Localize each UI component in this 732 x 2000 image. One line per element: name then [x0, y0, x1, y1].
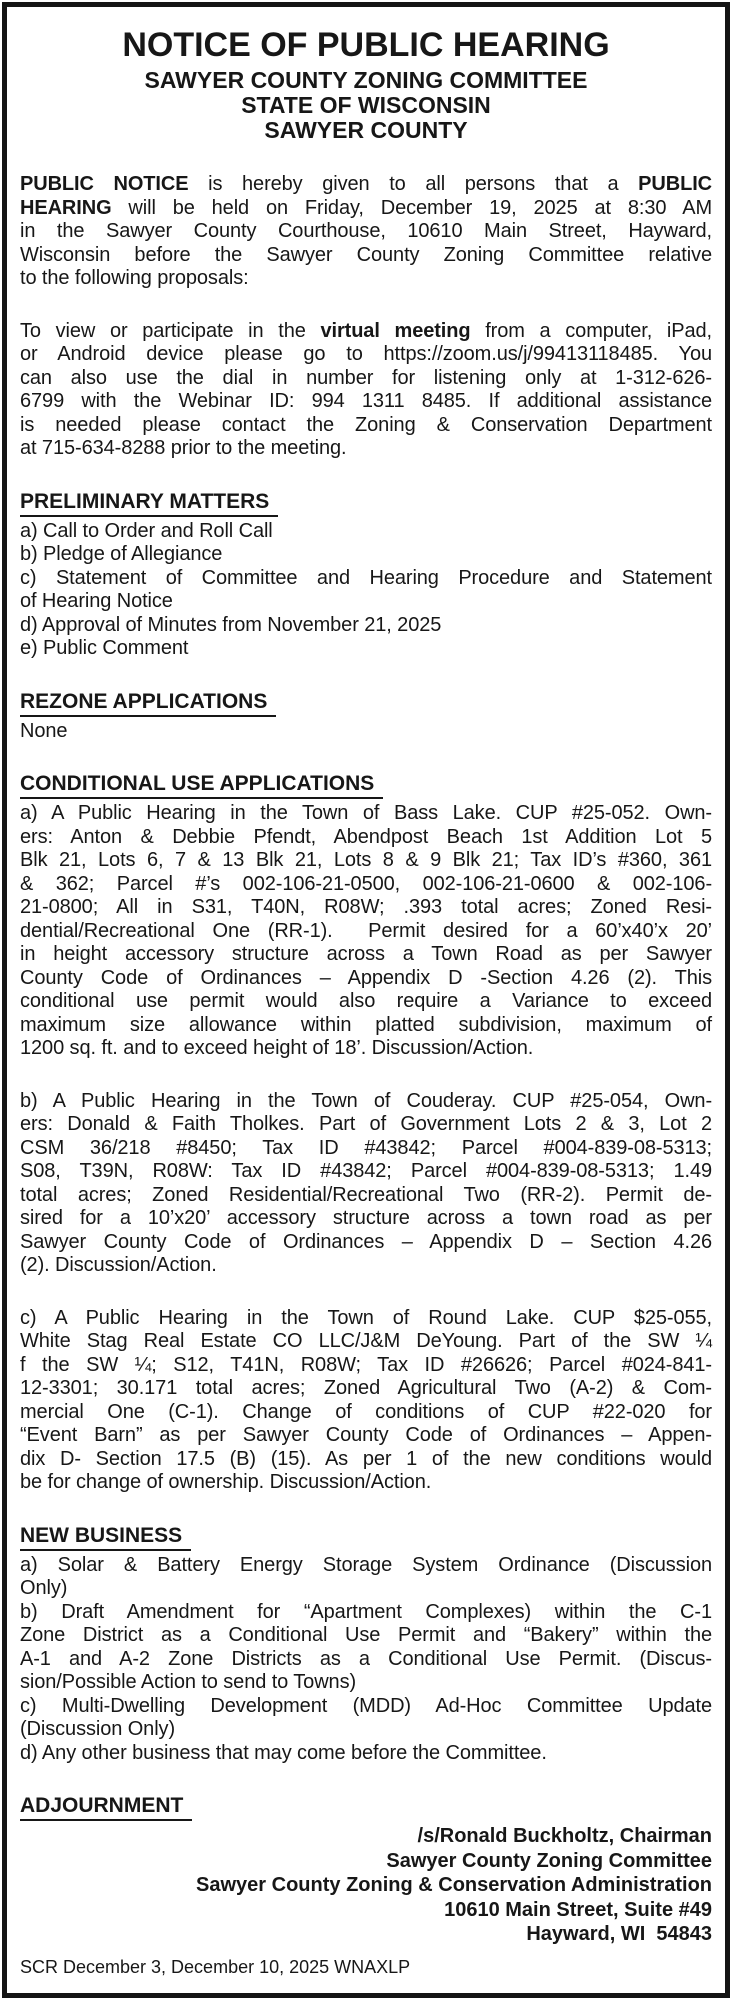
section-heading-text: ADJOURNMENT	[20, 1794, 192, 1821]
text-line: ers: Anton & Debbie Pfendt, Abendpost Beach 1st Addition Lot 5	[20, 825, 712, 848]
text-line: Only)	[20, 1577, 68, 1600]
text-line: Zone District as a Conditional Use Permit and “Bakery” within the	[20, 1624, 712, 1647]
section-heading-conditional-use-applications	[20, 772, 712, 799]
text-line	[20, 197, 712, 221]
text-line	[20, 320, 712, 344]
section-heading-rezone-applications	[20, 690, 712, 717]
section-heading-text: CONDITIONAL USE APPLICATIONS	[20, 772, 383, 799]
legal-notice	[2, 2, 730, 1998]
text-line: c) Statement of Committee and Hearing Procedure and Statement	[20, 566, 712, 589]
section-heading-new-business	[20, 1524, 712, 1551]
text-line: e) Public Comment	[20, 637, 189, 660]
text-line: be for change of ownership. Discussion/Action.	[20, 1471, 432, 1494]
text-line: d) Any other business that may come before the Committee.	[20, 1741, 547, 1764]
text-line: (Discussion Only)	[20, 1718, 175, 1741]
notice-subtitles	[20, 68, 712, 143]
text: To view or participate in the	[20, 319, 321, 342]
text-line: b) A Public Hearing in the Town of Couderay. CUP #25-054, Own-	[20, 1089, 712, 1112]
signature-block	[20, 1824, 712, 1947]
signature-line: Sawyer County Zoning Committee	[386, 1849, 712, 1872]
bold-text: virtual meeting	[320, 319, 471, 342]
text-line: sired for a 10’x20’ accessory structure across a town road as per	[20, 1207, 712, 1230]
intro-paragraph	[20, 173, 712, 291]
new-business-item-c	[20, 1695, 712, 1742]
text-line: dential/Recreational One (RR-1). Permit desired for a 60’x40’x 20’	[20, 919, 712, 942]
text-line: maximum size allowance within platted subdivision, maximum of	[20, 1013, 712, 1036]
section-heading-adjournment	[20, 1794, 712, 1821]
cup-25-054-item	[20, 1090, 712, 1278]
text-line: a) A Public Hearing in the Town of Bass Lake. CUP #25-052. Own-	[20, 802, 712, 825]
preliminary-item-d	[20, 614, 712, 638]
text-line: can also use the dial in number for listening only at 1-312-626-	[20, 366, 712, 389]
section-heading-text: PRELIMINARY MATTERS	[20, 490, 278, 517]
text-line: dix D- Section 17.5 (B) (15). As per 1 of the new conditions would	[20, 1447, 712, 1470]
text-line: a) Call to Order and Roll Call	[20, 519, 273, 542]
preliminary-item-b	[20, 543, 712, 567]
text-line: sion/Possible Action to send to Towns)	[20, 1671, 357, 1694]
text-line: b) Pledge of Allegiance	[20, 543, 223, 566]
text-line: Blk 21, Lots 6, 7 & 13 Blk 21, Lots 8 & 9 Blk 21; Tax ID’s #360, 361	[20, 849, 712, 872]
text-line: b) Draft Amendment for “Apartment Complexes) within the C-1	[20, 1600, 712, 1623]
text-line: a) Solar & Battery Energy Storage System Ordinance (Discussion	[20, 1553, 712, 1576]
virtual-meeting-paragraph	[20, 320, 712, 461]
new-business-item-b	[20, 1601, 712, 1695]
section-heading-preliminary-matters	[20, 490, 712, 517]
signature-line: /s/Ronald Buckholtz, Chairman	[417, 1825, 712, 1848]
text: from a computer, iPad,	[470, 319, 712, 342]
text-line: 12-3301; 30.171 total acres; Zoned Agricultural Two (A-2) & Com-	[20, 1377, 712, 1400]
publication-line: SCR December 3, December 10, 2025 WNAXLP	[20, 1956, 411, 1977]
text-line: ers: Donald & Faith Tholkes. Part of Government Lots 2 & 3, Lot 2	[20, 1113, 712, 1136]
text-line: c) Multi-Dwelling Development (MDD) Ad-Hoc Committee Update	[20, 1694, 712, 1717]
text-line: “Event Barn” as per Sawyer County Code of Ordinances – Appen-	[20, 1424, 712, 1447]
text: is hereby given to all persons that a	[188, 173, 639, 196]
text-line: 6799 with the Webinar ID: 994 1311 8485. If additional assistance	[20, 390, 712, 413]
section-heading-text: REZONE APPLICATIONS	[20, 690, 276, 717]
text-line: f the SW ¼; S12, T41N, R08W; Tax ID #26626; Parcel #024-841-	[20, 1353, 712, 1376]
new-business-item-d	[20, 1742, 712, 1766]
bold-text: PUBLIC	[638, 173, 712, 196]
preliminary-item-c	[20, 567, 712, 614]
text-line: CSM 36/218 #8450; Tax ID #43842; Parcel #004-839-08-5313;	[20, 1136, 712, 1159]
bold-text: PUBLIC NOTICE	[20, 173, 189, 196]
notice-title: NOTICE OF PUBLIC HEARING	[122, 26, 610, 64]
text-line: County Code of Ordinances – Appendix D -Section 4.26 (2). This	[20, 966, 712, 989]
text-line: c) A Public Hearing in the Town of Round Lake. CUP $25-055,	[20, 1306, 712, 1329]
text-line: White Stag Real Estate CO LLC/J&M DeYoung. Part of the SW ¼	[20, 1330, 712, 1353]
text-line: None	[20, 719, 68, 742]
text-line: Sawyer County Code of Ordinances – Appendix D – Section 4.26	[20, 1230, 712, 1253]
rezone-none	[20, 720, 712, 744]
text-line: in height accessory structure across a Town Road as per Sawyer	[20, 943, 712, 966]
text-line	[20, 173, 712, 197]
text-line: total acres; Zoned Residential/Recreational Two (RR-2). Permit de-	[20, 1183, 712, 1206]
signature-line: Hayward, WI 54843	[526, 1923, 712, 1946]
subtitle-line: SAWYER COUNTY ZONING COMMITTEE	[144, 67, 588, 94]
text-line: S08, T39N, R08W: Tax ID #43842; Parcel #004-839-08-5313; 1.49	[20, 1160, 712, 1183]
subtitle-line: SAWYER COUNTY	[264, 117, 468, 144]
text-line: & 362; Parcel #’s 002-106-21-0500, 002-106-21-0600 & 002-106-	[20, 872, 712, 895]
preliminary-item-e	[20, 637, 712, 661]
text-line: of Hearing Notice	[20, 590, 173, 613]
text-line: (2). Discussion/Action.	[20, 1254, 217, 1277]
signature-line: Sawyer County Zoning & Conservation Administration	[196, 1874, 712, 1897]
text-line: to the following proposals:	[20, 267, 249, 290]
text-line: A-1 and A-2 Zone Districts as a Conditional Use Permit. (Discus-	[20, 1647, 712, 1670]
text-line: mercial One (C-1). Change of conditions of CUP #22-020 for	[20, 1400, 712, 1423]
notice-content	[20, 27, 712, 1978]
cup-25-052-item	[20, 802, 712, 1061]
text-line: at 715-634-8288 prior to the meeting.	[20, 437, 347, 460]
text-line: in the Sawyer County Courthouse, 10610 Main Street, Hayward,	[20, 220, 712, 243]
text-line: or Android device please go to https://zoom.us/j/99413118485. You	[20, 343, 712, 366]
text-line: conditional use permit would also require a Variance to exceed	[20, 990, 712, 1013]
section-heading-text: NEW BUSINESS	[20, 1524, 191, 1551]
text: will be held on Friday, December 19, 2025 at 8:30 AM	[111, 196, 712, 219]
bold-text: HEARING	[20, 196, 112, 219]
text-line: Wisconsin before the Sawyer County Zoning Committee relative	[20, 243, 712, 266]
new-business-item-a	[20, 1554, 712, 1601]
text-line: 21-0800; All in S31, T40N, R08W; .393 total acres; Zoned Resi-	[20, 896, 712, 919]
text-line: d) Approval of Minutes from November 21, 2025	[20, 613, 442, 636]
preliminary-item-a	[20, 520, 712, 544]
signature-line: 10610 Main Street, Suite #49	[444, 1898, 712, 1921]
cup-25-055-item	[20, 1307, 712, 1495]
text-line: 1200 sq. ft. and to exceed height of 18’. Discussion/Action.	[20, 1037, 534, 1060]
subtitle-line: STATE OF WISCONSIN	[241, 92, 491, 119]
text-line: is needed please contact the Zoning & Conservation Department	[20, 413, 712, 436]
